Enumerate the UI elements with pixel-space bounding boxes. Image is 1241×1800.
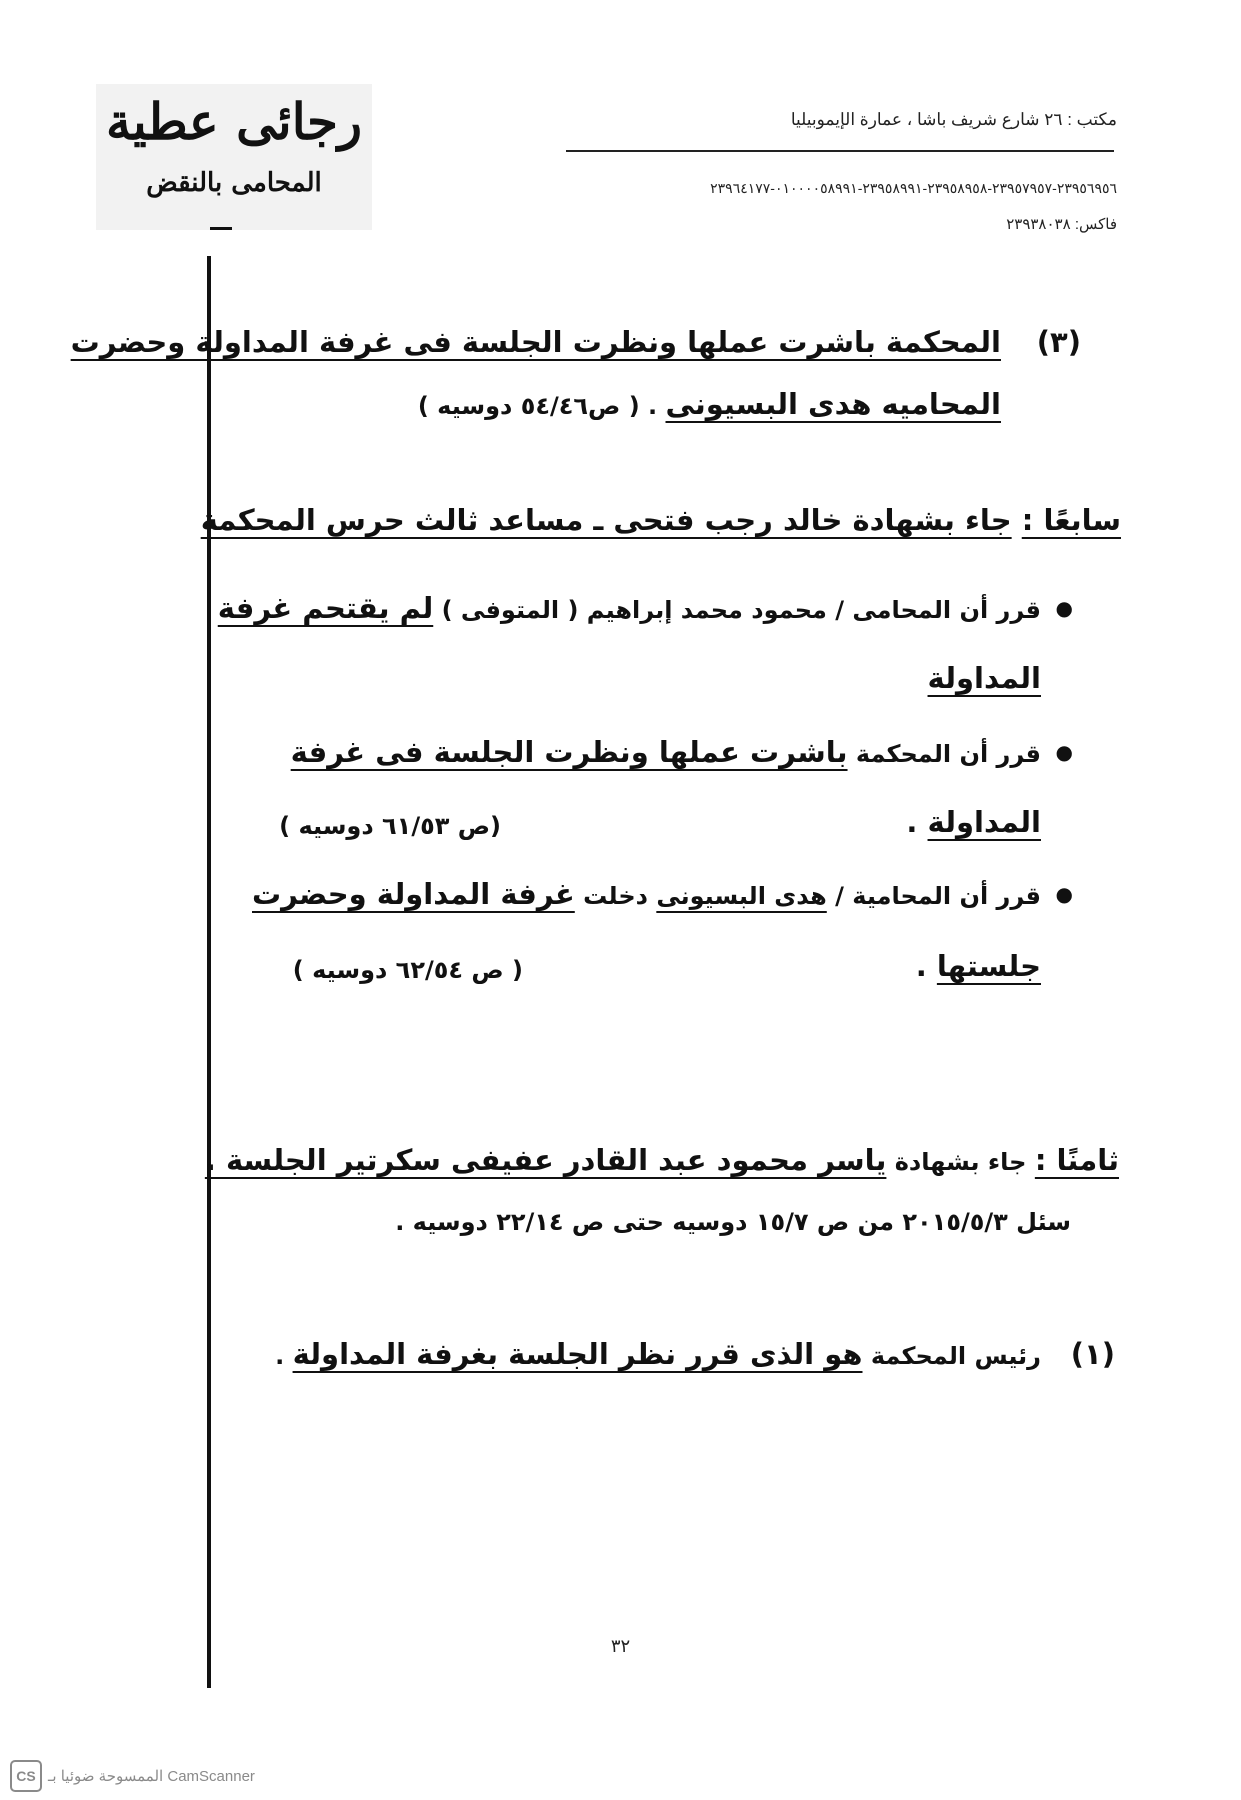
eighth-text: جاء بشهادة: [894, 1148, 1027, 1176]
office-address: مكتب : ٢٦ شارع شريف باشا ، عمارة الإيموبيليا: [790, 110, 1117, 129]
bullet-dot: ●: [1055, 596, 1073, 620]
header-rule: [566, 150, 1114, 152]
bullet3-lawyer-name: هدى البسيونى: [656, 882, 827, 910]
item1-number: (١): [1070, 1337, 1115, 1371]
bullet3-reference: ( ص ٦٢/٥٤ دوسيه ): [292, 956, 523, 984]
bullet3-line1: [252, 864, 1041, 926]
phone-numbers: ٢٣٩٥٦٩٥٦-٢٣٩٥٧٩٥٧-٢٣٩٥٨٩٥٨-٢٣٩٥٨٩٩١-٠١٠٠٠٠٥٨٩٩١-٢٣٩٦٤١٧٧: [710, 180, 1117, 196]
section3-number: (٣): [1036, 325, 1081, 359]
bullet1-line2: [928, 648, 1041, 708]
logo-name: رجائى عطية: [105, 92, 363, 151]
section3-line1-text: المحكمة باشرت عملها ونظرت الجلسة فى غرفة المداولة وحضرت: [70, 325, 1001, 359]
bullet1-line1: [218, 578, 1041, 640]
bullet-dot: ●: [1055, 882, 1073, 906]
bullet3-period: .: [915, 949, 927, 983]
bullet3-continuation: جلستها: [936, 949, 1041, 983]
section3-lawyer-name: المحاميه هدى البسيونى: [665, 387, 1001, 421]
section3-line1: [71, 312, 1001, 372]
item1-line: [275, 1324, 1041, 1386]
bullet2-continuation: المداولة: [927, 805, 1041, 839]
eighth-line2: سئل ٢٠١٥/٥/٣ من ص ١٥/٧ دوسيه حتى ص ٢٢/١٤ دوسيه .: [395, 1208, 1071, 1236]
scanner-footer: [10, 1760, 255, 1792]
page-number: ٣٢: [610, 1636, 631, 1657]
scanner-text: الممسوحة ضوئيا بـ CamScanner: [48, 1768, 255, 1785]
bullet2-period: .: [906, 805, 918, 839]
section3-reference: . ( ص٥٤/٤٦ دوسيه ): [417, 392, 658, 420]
bullet2-emphasis: باشرت عملها ونظرت الجلسة فى غرفة: [290, 735, 848, 769]
bullet3-entered: دخلت: [583, 882, 648, 910]
bullet3-line2: [916, 936, 1041, 996]
eighth-label: ثامنًا :: [1034, 1143, 1119, 1177]
bullet3-text: قرر أن المحامية /: [835, 882, 1041, 910]
bullet2-line2: [906, 792, 1041, 852]
seventh-label: سابعًا :: [1021, 503, 1121, 537]
item1-period: .: [275, 1342, 285, 1370]
letterhead-logo: [96, 84, 372, 230]
item1-emphasis: هو الذى قرر نظر الجلسة بغرفة المداولة: [292, 1337, 863, 1371]
eighth-heading: [205, 1130, 1119, 1192]
logo-divider: [210, 227, 232, 230]
bullet2-text: قرر أن المحكمة: [855, 740, 1041, 768]
eighth-witness-name: ياسر محمود عبد القادر عفيفى سكرتير الجلسة .: [204, 1143, 887, 1177]
item1-text: رئيس المحكمة: [870, 1342, 1041, 1370]
bullet1-emphasis: لم يقتحم غرفة: [217, 591, 434, 625]
bullet1-text: قرر أن المحامى / محمود محمد إبراهيم ( المتوفى ): [441, 596, 1041, 624]
fax-number: فاكس: ٢٣٩٣٨٠٣٨: [1006, 216, 1117, 233]
bullet2-line1: [291, 722, 1041, 784]
bullet3-emphasis: غرفة المداولة وحضرت: [252, 877, 575, 911]
seventh-text: جاء بشهادة خالد رجب فتحى ـ مساعد ثالث حرس المحكمة: [200, 503, 1012, 537]
margin-rule: [207, 256, 211, 1688]
bullet2-reference: (ص ٦١/٥٣ دوسيه ): [279, 812, 501, 840]
logo-title: المحامى بالنقض: [146, 168, 322, 198]
bullet-dot: ●: [1055, 740, 1073, 764]
section3-line2: [418, 374, 1001, 436]
seventh-heading: [201, 490, 1121, 550]
camscanner-icon: CS: [10, 1760, 42, 1792]
bullet1-continuation: المداولة: [927, 661, 1041, 695]
